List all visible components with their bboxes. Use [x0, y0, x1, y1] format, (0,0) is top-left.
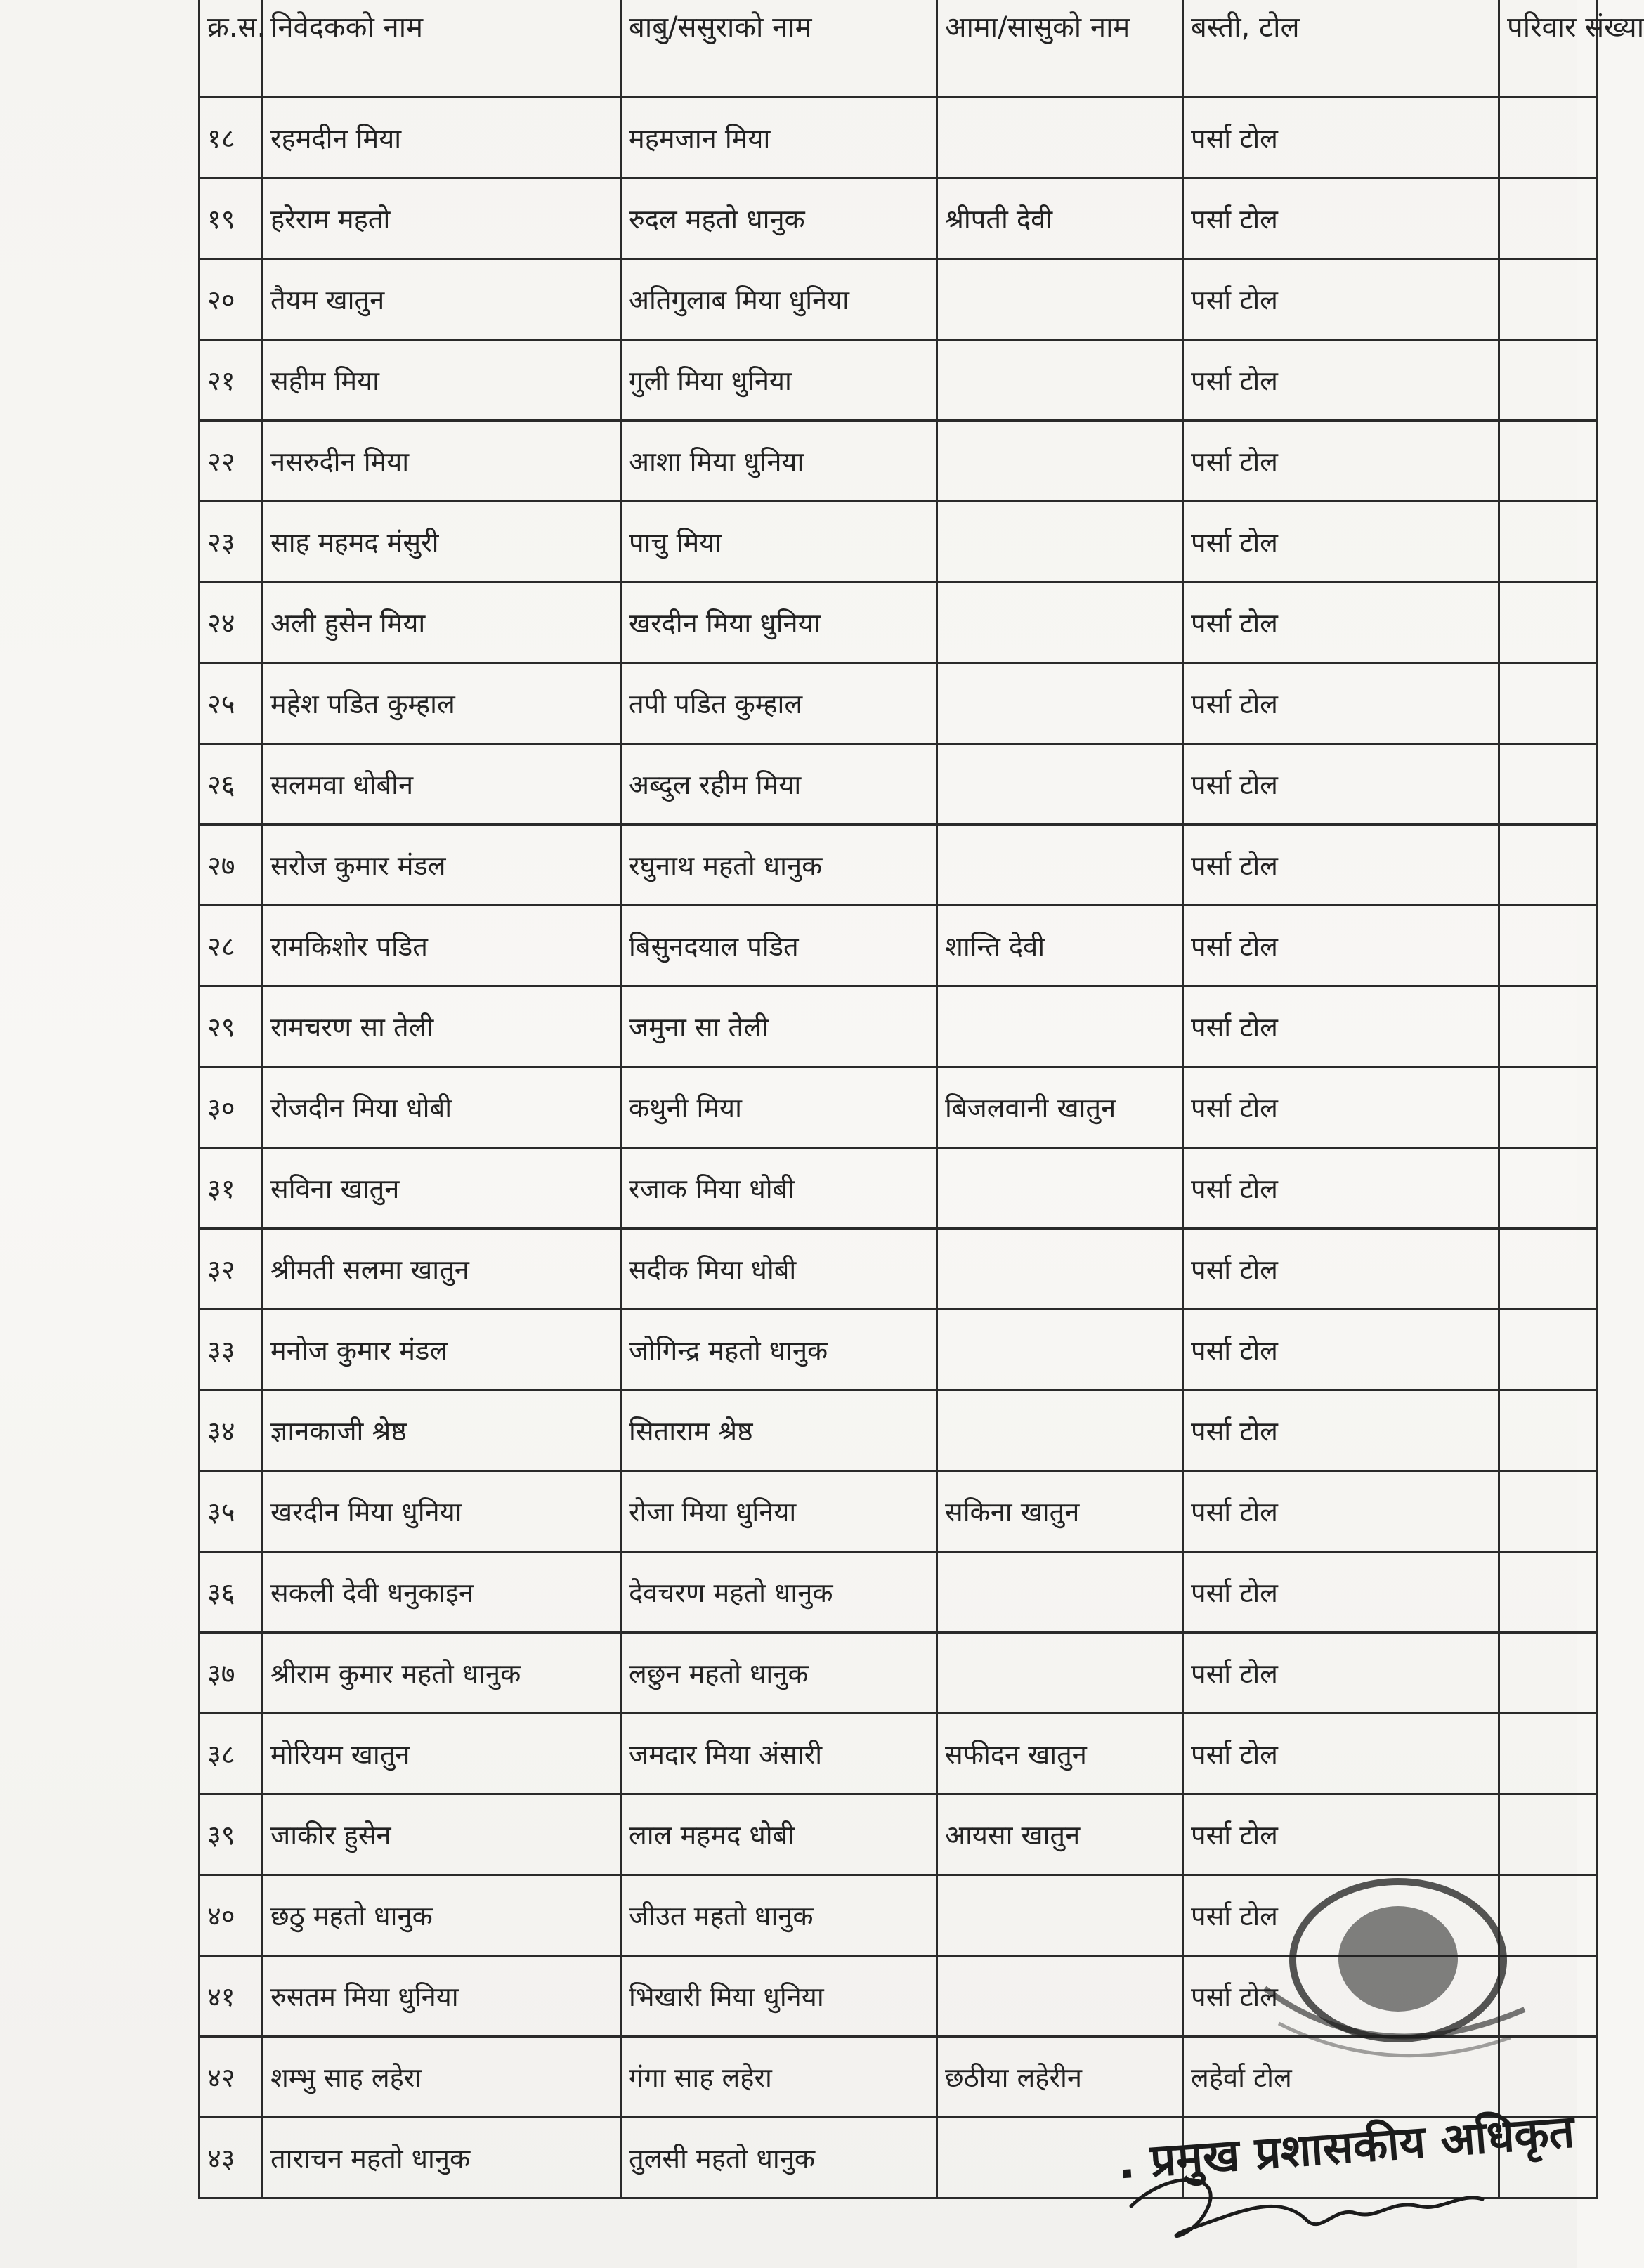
applicant-name-cell: छठु महतो धानुक: [263, 1875, 621, 1956]
mother-name-cell: [937, 582, 1183, 663]
applicant-name-cell: महेश पडित कुम्हाल: [263, 663, 621, 744]
serial-number-cell: ३२: [200, 1229, 263, 1310]
serial-number-cell: २६: [200, 744, 263, 825]
serial-number-cell: ४१: [200, 1956, 263, 2037]
applicant-name-cell: नसरुदीन मिया: [263, 421, 621, 502]
table-row: [200, 502, 1598, 582]
mother-name-cell: छठीया लहेरीन: [937, 2037, 1183, 2118]
mother-name-cell: [937, 340, 1183, 421]
mother-name-cell: [937, 1390, 1183, 1471]
mother-name-cell: [937, 1229, 1183, 1310]
table-row: [200, 340, 1598, 421]
address-cell: पर्सा टोल: [1183, 1310, 1499, 1390]
mother-name-cell: [937, 1148, 1183, 1229]
family-count-cell: [1499, 1310, 1598, 1390]
serial-number-cell: ३५: [200, 1471, 263, 1552]
family-count-cell: [1499, 582, 1598, 663]
header-serial-number: क्र.स.: [200, 0, 263, 98]
address-cell: लहेर्वा टोल: [1183, 2037, 1499, 2118]
address-cell: पर्सा टोल: [1183, 98, 1499, 178]
applicant-name-cell: साह महमद मंसुरी: [263, 502, 621, 582]
mother-name-cell: बिजलवानी खातुन: [937, 1067, 1183, 1148]
father-name-cell: रोजा मिया धुनिया: [621, 1471, 937, 1552]
father-name-cell: भिखारी मिया धुनिया: [621, 1956, 937, 2037]
family-count-cell: [1499, 502, 1598, 582]
table-row: [200, 259, 1598, 340]
father-name-cell: सिताराम श्रेष्ठ: [621, 1390, 937, 1471]
applicant-name-cell: हरेराम महतो: [263, 178, 621, 259]
table-row: [200, 1229, 1598, 1310]
applicant-name-cell: रहमदीन मिया: [263, 98, 621, 178]
address-cell: पर्सा टोल: [1183, 986, 1499, 1067]
address-cell: पर्सा टोल: [1183, 1552, 1499, 1633]
table-row: [200, 1633, 1598, 1714]
father-name-cell: रघुनाथ महतो धानुक: [621, 825, 937, 906]
applicant-name-cell: ताराचन महतो धानुक: [263, 2118, 621, 2198]
family-count-cell: [1499, 663, 1598, 744]
table-row: [200, 98, 1598, 178]
address-cell: पर्सा टोल: [1183, 906, 1499, 986]
table-header: [200, 0, 1644, 98]
table-row: [200, 1310, 1598, 1390]
address-cell: पर्सा टोल: [1183, 1390, 1499, 1471]
address-cell: पर्सा टोल: [1183, 1794, 1499, 1875]
mother-name-cell: [937, 1633, 1183, 1714]
mother-name-cell: [937, 744, 1183, 825]
applicant-name-cell: खरदीन मिया धुनिया: [263, 1471, 621, 1552]
serial-number-cell: २०: [200, 259, 263, 340]
mother-name-cell: [937, 98, 1183, 178]
father-name-cell: लाल महमद धोबी: [621, 1794, 937, 1875]
applicant-name-cell: रुसतम मिया धुनिया: [263, 1956, 621, 2037]
header-mother-name: आमा/सासुको नाम: [937, 0, 1183, 98]
table-row: [200, 1148, 1598, 1229]
family-count-cell: [1499, 1390, 1598, 1471]
header-father-name: बाबु/ससुराको नाम: [621, 0, 937, 98]
applicant-name-cell: सलमवा धोबीन: [263, 744, 621, 825]
address-cell: पर्सा टोल: [1183, 259, 1499, 340]
address-cell: पर्सा टोल: [1183, 1875, 1499, 1956]
serial-number-cell: ३८: [200, 1714, 263, 1794]
table-row: [200, 663, 1598, 744]
serial-number-cell: १८: [200, 98, 263, 178]
serial-number-cell: १९: [200, 178, 263, 259]
family-count-cell: [1499, 825, 1598, 906]
serial-number-cell: ३६: [200, 1552, 263, 1633]
family-count-cell: [1499, 986, 1598, 1067]
serial-number-cell: ३३: [200, 1310, 263, 1390]
applicant-name-cell: जाकीर हुसेन: [263, 1794, 621, 1875]
serial-number-cell: ३९: [200, 1794, 263, 1875]
address-cell: पर्सा टोल: [1183, 825, 1499, 906]
family-count-cell: [1499, 1633, 1598, 1714]
family-count-cell: [1499, 421, 1598, 502]
serial-number-cell: ३१: [200, 1148, 263, 1229]
table-row: [200, 906, 1598, 986]
family-count-cell: [1499, 178, 1598, 259]
address-cell: पर्सा टोल: [1183, 663, 1499, 744]
father-name-cell: जमुना सा तेली: [621, 986, 937, 1067]
table-row: [200, 1714, 1598, 1794]
table-row: [200, 986, 1598, 1067]
father-name-cell: जमदार मिया अंसारी: [621, 1714, 937, 1794]
mother-name-cell: श्रीपती देवी: [937, 178, 1183, 259]
handwritten-signature: [1124, 2164, 1489, 2248]
family-count-cell: [1499, 1471, 1598, 1552]
father-name-cell: अतिगुलाब मिया धुनिया: [621, 259, 937, 340]
applicant-name-cell: तैयम खातुन: [263, 259, 621, 340]
serial-number-cell: ३४: [200, 1390, 263, 1471]
address-cell: पर्सा टोल: [1183, 502, 1499, 582]
family-count-cell: [1499, 744, 1598, 825]
family-count-cell: [1499, 906, 1598, 986]
family-count-cell: [1499, 1067, 1598, 1148]
serial-number-cell: २५: [200, 663, 263, 744]
family-count-cell: [1499, 1794, 1598, 1875]
address-cell: पर्सा टोल: [1183, 1633, 1499, 1714]
applicant-name-cell: अली हुसेन मिया: [263, 582, 621, 663]
applicant-name-cell: सकली देवी धनुकाइन: [263, 1552, 621, 1633]
father-name-cell: जोगिन्द्र महतो धानुक: [621, 1310, 937, 1390]
address-cell: पर्सा टोल: [1183, 1067, 1499, 1148]
father-name-cell: सदीक मिया धोबी: [621, 1229, 937, 1310]
mother-name-cell: [937, 1956, 1183, 2037]
table-row: [200, 825, 1598, 906]
family-count-cell: [1499, 1714, 1598, 1794]
address-cell: पर्सा टोल: [1183, 178, 1499, 259]
applicant-name-cell: सरोज कुमार मंडल: [263, 825, 621, 906]
father-name-cell: पाचु मिया: [621, 502, 937, 582]
table-row: [200, 1552, 1598, 1633]
applicant-name-cell: सहीम मिया: [263, 340, 621, 421]
applicant-name-cell: ज्ञानकाजी श्रेष्ठ: [263, 1390, 621, 1471]
serial-number-cell: २१: [200, 340, 263, 421]
father-name-cell: देवचरण महतो धानुक: [621, 1552, 937, 1633]
mother-name-cell: शान्ति देवी: [937, 906, 1183, 986]
table-row: [200, 582, 1598, 663]
father-name-cell: लछुन महतो धानुक: [621, 1633, 937, 1714]
serial-number-cell: २४: [200, 582, 263, 663]
family-count-cell: [1499, 98, 1598, 178]
table-row: [200, 1794, 1598, 1875]
mother-name-cell: [937, 663, 1183, 744]
table-row: [200, 1471, 1598, 1552]
serial-number-cell: २९: [200, 986, 263, 1067]
mother-name-cell: [937, 502, 1183, 582]
applicant-name-cell: श्रीमती सलमा खातुन: [263, 1229, 621, 1310]
address-cell: पर्सा टोल: [1183, 1956, 1499, 2037]
family-count-cell: [1499, 1148, 1598, 1229]
mother-name-cell: [937, 1875, 1183, 1956]
table-row: [200, 178, 1598, 259]
address-cell: पर्सा टोल: [1183, 340, 1499, 421]
mother-name-cell: [937, 1552, 1183, 1633]
family-count-cell: [1499, 340, 1598, 421]
father-name-cell: गंगा साह लहेरा: [621, 2037, 937, 2118]
father-name-cell: खरदीन मिया धुनिया: [621, 582, 937, 663]
address-cell: पर्सा टोल: [1183, 1714, 1499, 1794]
header-family-count: परिवार संख्या: [1499, 0, 1598, 98]
serial-number-cell: ४०: [200, 1875, 263, 1956]
table-row: [200, 1067, 1598, 1148]
father-name-cell: बिसुनदयाल पडित: [621, 906, 937, 986]
serial-number-cell: २३: [200, 502, 263, 582]
father-name-cell: अब्दुल रहीम मिया: [621, 744, 937, 825]
serial-number-cell: ४२: [200, 2037, 263, 2118]
serial-number-cell: ३७: [200, 1633, 263, 1714]
father-name-cell: महमजान मिया: [621, 98, 937, 178]
applicant-name-cell: रामचरण सा तेली: [263, 986, 621, 1067]
family-count-cell: [1499, 1229, 1598, 1310]
mother-name-cell: [937, 259, 1183, 340]
applicant-name-cell: सविना खातुन: [263, 1148, 621, 1229]
mother-name-cell: [937, 1310, 1183, 1390]
family-count-cell: [1499, 259, 1598, 340]
father-name-cell: कथुनी मिया: [621, 1067, 937, 1148]
father-name-cell: तुलसी महतो धानुक: [621, 2118, 937, 2198]
applicant-name-cell: श्रीराम कुमार महतो धानुक: [263, 1633, 621, 1714]
father-name-cell: रजाक मिया धोबी: [621, 1148, 937, 1229]
address-cell: पर्सा टोल: [1183, 421, 1499, 502]
header-address: बस्ती, टोल: [1183, 0, 1499, 98]
father-name-cell: गुली मिया धुनिया: [621, 340, 937, 421]
header-applicant-name: निवेदकको नाम: [263, 0, 621, 98]
address-cell: पर्सा टोल: [1183, 1229, 1499, 1310]
chief-administrative-officer-label: . प्रमुख प्रशासकीय अधिकृत: [1116, 2106, 1577, 2190]
applicant-name-cell: शम्भु साह लहेरा: [263, 2037, 621, 2118]
serial-number-cell: २८: [200, 906, 263, 986]
serial-number-cell: ४३: [200, 2118, 263, 2198]
applicant-name-cell: मोरियम खातुन: [263, 1714, 621, 1794]
office-seal-stamp: [1237, 1869, 1539, 2101]
mother-name-cell: [937, 825, 1183, 906]
serial-number-cell: ३०: [200, 1067, 263, 1148]
mother-name-cell: सफीदन खातुन: [937, 1714, 1183, 1794]
address-cell: पर्सा टोल: [1183, 582, 1499, 663]
mother-name-cell: आयसा खातुन: [937, 1794, 1183, 1875]
father-name-cell: आशा मिया धुनिया: [621, 421, 937, 502]
mother-name-cell: [937, 986, 1183, 1067]
address-cell: पर्सा टोल: [1183, 1148, 1499, 1229]
table-row: [200, 1390, 1598, 1471]
address-cell: पर्सा टोल: [1183, 1471, 1499, 1552]
applicant-name-cell: रामकिशोर पडित: [263, 906, 621, 986]
family-count-cell: [1499, 1552, 1598, 1633]
table-row: [200, 421, 1598, 502]
applicant-name-cell: मनोज कुमार मंडल: [263, 1310, 621, 1390]
header-row: [200, 0, 1598, 98]
serial-number-cell: २२: [200, 421, 263, 502]
table-row: [200, 744, 1598, 825]
father-name-cell: जीउत महतो धानुक: [621, 1875, 937, 1956]
father-name-cell: तपी पडित कुम्हाल: [621, 663, 937, 744]
mother-name-cell: [937, 421, 1183, 502]
father-name-cell: रुदल महतो धानुक: [621, 178, 937, 259]
address-cell: पर्सा टोल: [1183, 744, 1499, 825]
applicant-name-cell: रोजदीन मिया धोबी: [263, 1067, 621, 1148]
serial-number-cell: २७: [200, 825, 263, 906]
mother-name-cell: सकिना खातुन: [937, 1471, 1183, 1552]
